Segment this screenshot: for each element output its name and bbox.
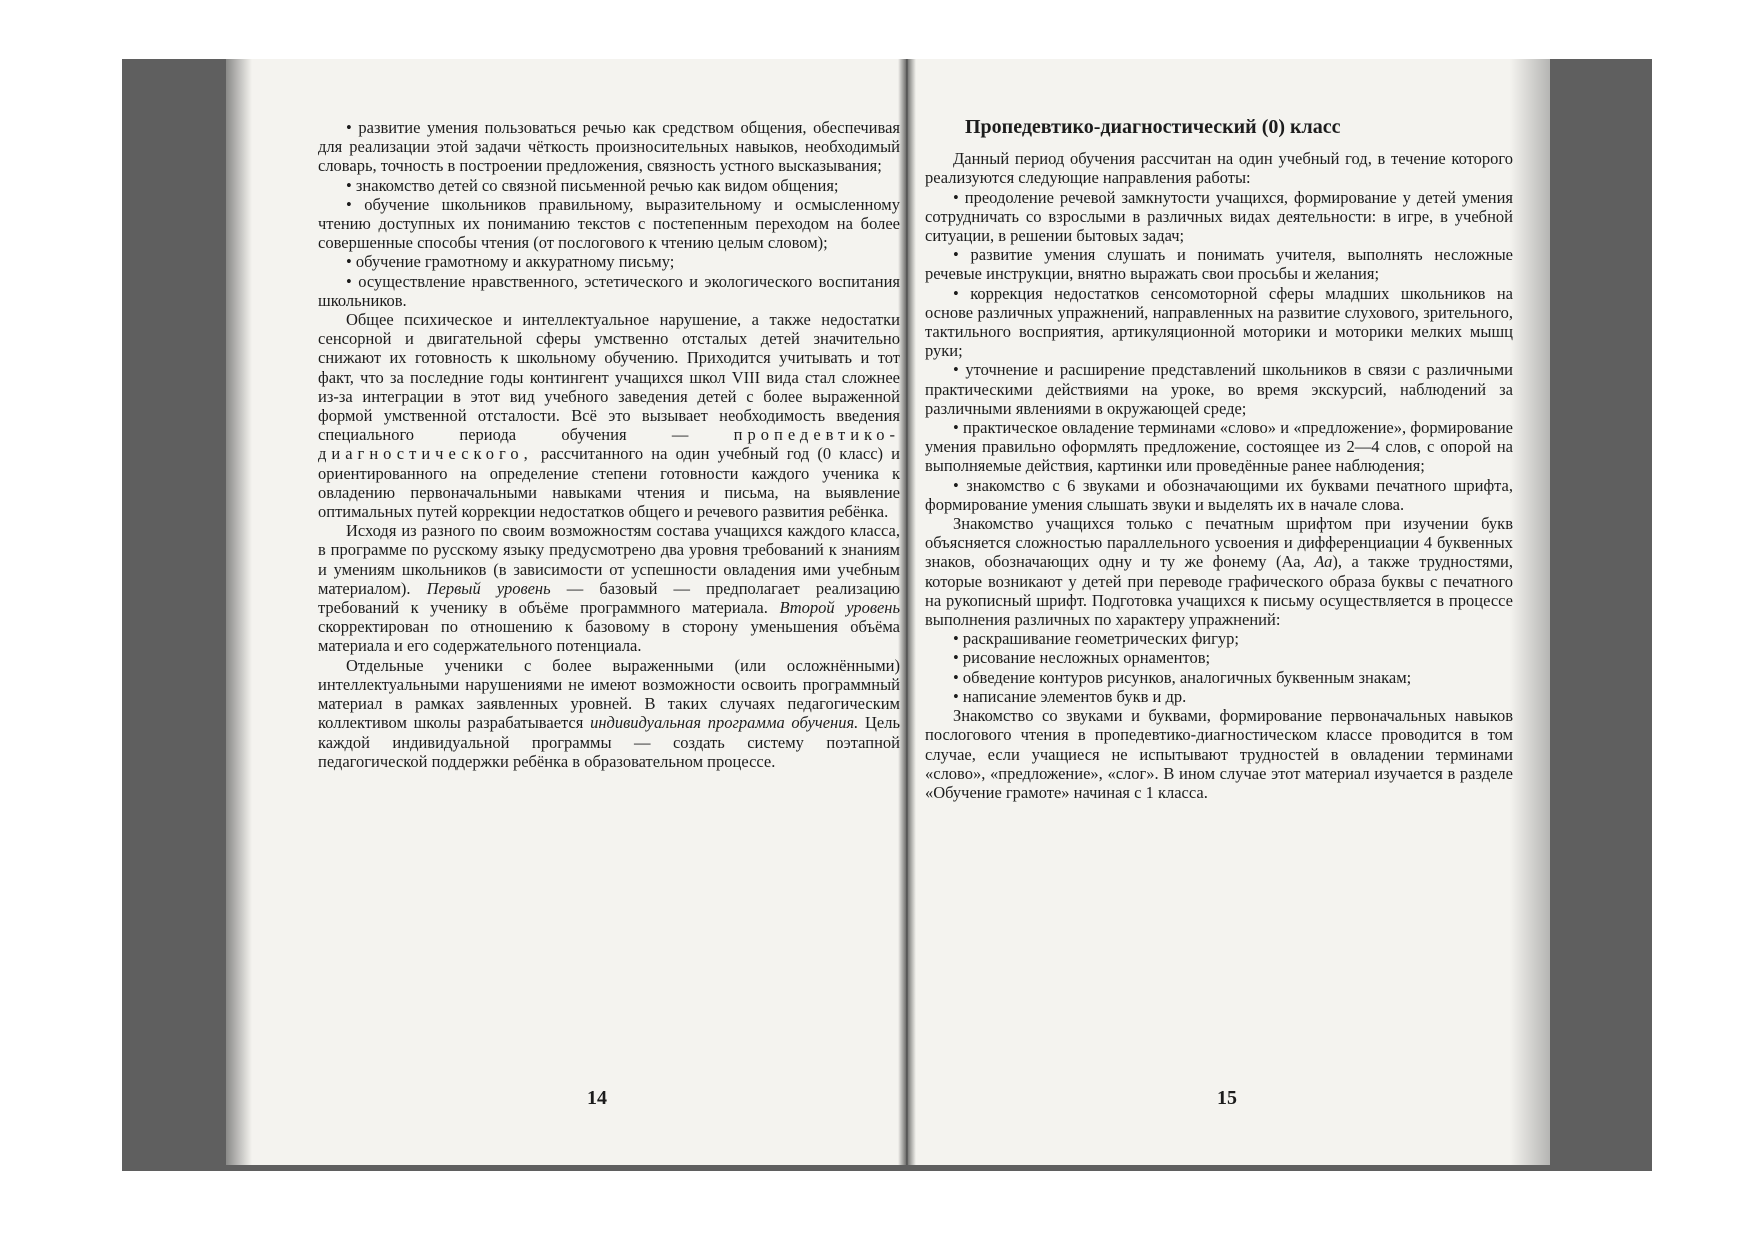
page-edge-shadow-right: [1510, 59, 1550, 1165]
paragraph: • обведение контуров рисунков, аналогичных буквенным знакам;: [953, 667, 1412, 687]
paragraph: • обучение грамотному и аккуратному письму;: [346, 252, 675, 272]
left-page: [318, 118, 900, 771]
italic-term: индивидуальная программа обучения.: [590, 713, 859, 733]
page-number-left: 14: [587, 1087, 607, 1109]
text-run: Общее психическое и интеллектуальное нарушение, а также недостатки сенсорной и двигательной сферы умственно отсталых детей значительно снижают их готовность к школьному обучению. Приходится учитывать и тот факт, что за последние годы контингент учащихся школ VIII вида стал сложнее из-за интеграции в этот вид учебного заведения детей с более выраженной формой умственной отсталости. Всё это вызывает необходимость введения специального периода обучения —: [318, 310, 900, 445]
paragraph: [318, 521, 900, 655]
italic-letters: Аа: [1314, 552, 1333, 572]
book-gutter: [898, 59, 916, 1165]
text-run: рассчитанного на один учебный год (0 класс) и ориентированного на определение степени готовности каждого ученика к овладению первоначальными навыками чтения и письма, на выявление оптимальных путей коррекции недостатков общего и речевого развития ребёнка.: [318, 444, 900, 522]
right-page: [925, 118, 1513, 802]
text-run: ), а также трудностями, которые возникают у детей при переводе графического образа буквы с печатного на рукописный шрифт. Подготовка учащихся к письму осуществляется в процессе выполнения различных по характеру упражнений:: [925, 552, 1514, 630]
spaced-term: пропедевтико-диагностического,: [318, 425, 900, 464]
italic-term: Второй уровень: [779, 598, 901, 618]
paragraph: • знакомство с 6 звуками и обозначающими их буквами печатного шрифта, формирование умения слышать звуки и выделять их в начале слова.: [925, 475, 1513, 514]
paragraph: • обучение школьников правильному, выразительному и осмысленному чтению доступных их пониманию текстов с постепенным переходом на более совершенные способы чтения (от послогового к чтению целым словом);: [318, 194, 900, 253]
paragraph: • коррекция недостатков сенсомоторной сферы младших школьников на основе различных упражнений, направленных на развитие слухового, зрительного, тактильного восприятия, артикуляционной моторики и моторики мелких мышц руки;: [925, 283, 1513, 361]
text-run: скорректирован по отношению к базовому в сторону уменьшения объёма материала и его содержательного потенциала.: [318, 617, 900, 656]
paragraph: • рисование несложных орнаментов;: [953, 648, 1211, 668]
paragraph: [318, 310, 900, 521]
paragraph: • развитие умения пользоваться речью как средством общения, обеспечивая для реализации этой задачи чёткость произносительных навыков, необходимый словарь, точность в построении предложения, связность устного высказывания;: [318, 118, 900, 176]
paragraph: [925, 514, 1513, 629]
paragraph: Данный период обучения рассчитан на один учебный год, в течение которого реализуются следующие направления работы:: [925, 149, 1513, 188]
paragraph: • знакомство детей со связной письменной речью как видом общения;: [346, 175, 839, 195]
text-run: Исходя из разного по своим возможностям состава учащихся каждого класса, в программе по русскому языку предусмотрено два уровня требований к знаниям и умениям школьников (в зависимости от успешности овладения ими учебным материалом).: [318, 521, 900, 598]
paragraph: • уточнение и расширение представлений школьников в связи с различными практическими действиями на уроке, во время экскурсий, наблюдений за различными явлениями в окружающей среде;: [925, 360, 1513, 418]
paragraph: • раскрашивание геометрических фигур;: [953, 629, 1239, 649]
page-number-right: 15: [1217, 1087, 1237, 1109]
text-run: Знакомство учащихся только с печатным шрифтом при изучении букв объясняется сложностью параллельного усвоения и дифференциации 4 буквенных знаков, обозначающих одну и ту же фонему (Аа,: [925, 514, 1513, 572]
paragraph: [318, 656, 900, 771]
text-run: — базовый — предполагает реализацию требований к ученику в объёме программного материала.: [318, 578, 901, 618]
paragraph: • написание элементов букв и др.: [953, 686, 1187, 706]
page-edge-shadow-left: [226, 59, 252, 1165]
paragraph: • практическое овладение терминами «слово» и «предложение», формирование умения правильно оформлять предложение, состоящее из 2—4 слов, с опорой на выполняемые действия, картинки или проведённые ранее наблюдения;: [925, 418, 1513, 476]
italic-term: Первый уровень: [426, 578, 551, 598]
paragraph: • развитие умения слушать и понимать учителя, выполнять несложные речевые инструкции, внятно выражать свои просьбы и желания;: [925, 245, 1513, 284]
text-run: Отдельные ученики с более выраженными (или осложнёнными) интеллектуальными нарушениями не имеют возможности освоить программный материал в рамках заявленных уровней. В таких случаях педагогическим коллективом школы разрабатывается: [318, 655, 900, 733]
paragraph: • преодоление речевой замкнутости учащихся, формирование у детей умения сотрудничать со взрослыми в различных видах деятельности: в игре, в учебной ситуации, в решении бытовых задач;: [925, 187, 1513, 246]
section-heading: Пропедевтико-диагностический (0) класс: [965, 116, 1341, 138]
paragraph: • осуществление нравственного, эстетического и экологического воспитания школьников.: [318, 271, 900, 310]
paragraph: Знакомство со звуками и буквами, формирование первоначальных навыков послогового чтения в пропедевтико-диагностическом классе проводится в том случае, если учащиеся не испытывают трудностей в овладении терминами «слово», «предложение», «слог». В ином случае этот материал изучается в разделе «Обучение грамоте» начиная с 1 класса.: [925, 706, 1513, 802]
text-run: Цель каждой индивидуальной программы — создать систему поэтапной педагогической поддержки ребёнка в образовательном процессе.: [318, 713, 901, 771]
